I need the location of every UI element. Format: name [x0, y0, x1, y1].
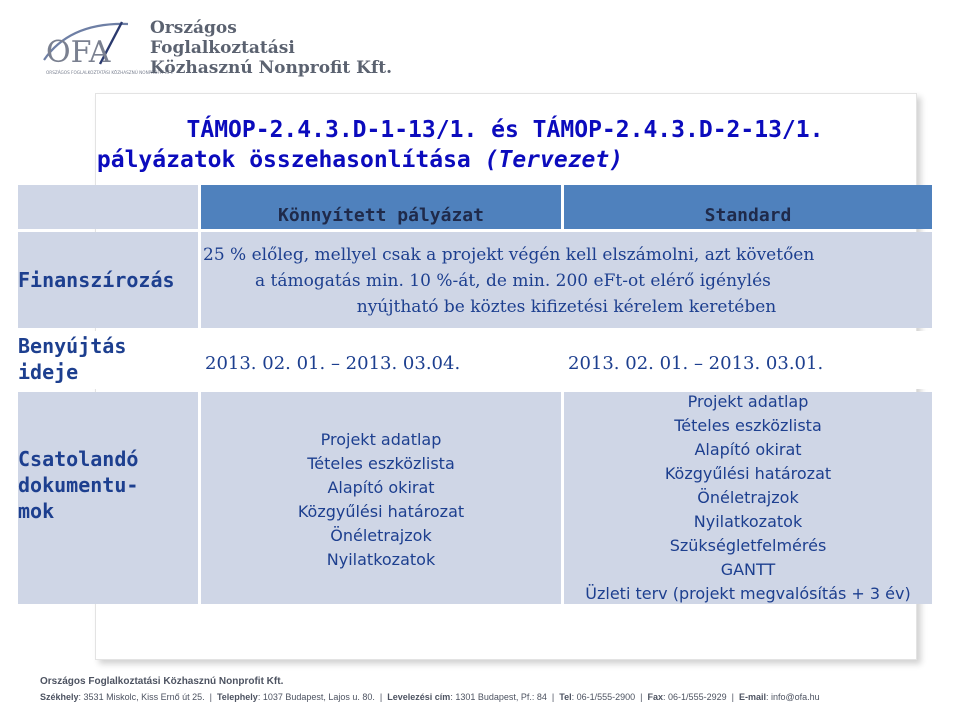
list-item: Projekt adatlap — [320, 430, 442, 449]
footer-label: E-mail — [738, 692, 766, 702]
row-label-financing: Finanszírozás — [18, 232, 198, 328]
submission-simple: 2013. 02. 01. – 2013. 03.04. — [201, 331, 561, 389]
footer-label: Telephely — [216, 692, 258, 702]
footer-label: Tel — [559, 692, 572, 702]
row-label-line: mok — [18, 499, 55, 523]
footer-label: Fax — [647, 692, 664, 702]
list-item: Szükségletfelmérés — [669, 536, 827, 555]
footer-value: 3531 Miskolc, Kiss Ernő út 25. — [83, 692, 205, 702]
documents-simple-list — [201, 392, 561, 604]
svg-text:ORSZÁGOS FOGLALKOZTATÁSI KÖZHA: ORSZÁGOS FOGLALKOZTATÁSI KÖZHASZNÚ NONPROFIT KFT. — [46, 70, 174, 75]
list-item: Alapító okirat — [694, 440, 802, 459]
org-name-line: Közhasznú Nonprofit Kft. — [150, 58, 393, 78]
column-header-standard: Standard — [564, 185, 932, 229]
org-name-line: Foglalkoztatási — [150, 38, 295, 58]
documents-standard-list — [564, 392, 932, 604]
title-line-2 — [0, 145, 770, 175]
slide-title — [95, 115, 915, 175]
svg-text:OFA: OFA — [46, 35, 111, 70]
financing-line: 25 % előleg, mellyel csak a projekt végén kell elszámolni, azt követően — [203, 245, 815, 265]
title-line-1: TÁMOP-2.4.3.D-1-13/1. és TÁMOP-2.4.3.D-2-13/1. — [186, 117, 824, 143]
footer-org-name: Országos Foglalkoztatási Közhasznú Nonprofit Kft. — [40, 676, 284, 687]
title-main: pályázatok összehasonlítása — [96, 147, 471, 173]
row-label-line: Csatolandó — [18, 447, 139, 471]
ofa-logo — [40, 14, 174, 84]
row-label-line: Benyújtás — [18, 334, 127, 358]
org-name — [150, 18, 392, 78]
submission-standard: 2013. 02. 01. – 2013. 03.01. — [564, 331, 932, 389]
list-item: Nyilatkozatok — [326, 550, 436, 569]
footer-value: 06-1/555-2929 — [668, 692, 727, 702]
footer-contacts: Székhely: 3531 Miskolc, Kiss Ernő út 25. | Telephely: 1037 Budapest, Lajos u. 80. | Levelezési cím: 1301 Budapest, Pf.: 84 | Tel: 06-1/555-2900 | Fax: 06-1/555-2929 | E-mail: info@ofa.hu — [40, 692, 820, 702]
list-item: Önéletrajzok — [697, 488, 799, 507]
list-item: Közgyűlési határozat — [664, 464, 832, 483]
footer-value: 06-1/555-2900 — [576, 692, 636, 702]
list-item: Tételes eszközlista — [674, 416, 822, 435]
list-item: Közgyűlési határozat — [297, 502, 465, 521]
ofa-logo-icon — [40, 14, 174, 84]
footer-label: Levelezési cím — [387, 692, 451, 702]
list-item: Tételes eszközlista — [307, 454, 455, 473]
list-item: Üzleti terv (projekt megvalósítás + 3 év) — [585, 584, 911, 603]
row-label-submission — [18, 331, 198, 389]
list-item: Önéletrajzok — [330, 526, 432, 545]
list-item: GANTT — [720, 560, 776, 579]
financing-text — [201, 232, 932, 328]
footer-label: Székhely — [40, 692, 79, 702]
footer-value: 1037 Budapest, Lajos u. 80. — [262, 692, 375, 702]
list-item: Nyilatkozatok — [693, 512, 803, 531]
corner-cell — [18, 185, 198, 229]
column-header-simple: Könnyített pályázat — [201, 185, 561, 229]
row-label-documents — [18, 392, 198, 604]
row-label-line: ideje — [18, 360, 79, 384]
list-item: Projekt adatlap — [687, 392, 809, 411]
financing-line: a támogatás min. 10 %-át, de min. 200 eFt-ot elérő igénylés — [255, 271, 771, 291]
footer-value: 1301 Budapest, Pf.: 84 — [455, 692, 547, 702]
footer-value: info@ofa.hu — [770, 692, 820, 702]
title-note: (Tervezet) — [484, 147, 624, 173]
org-name-line: Országos — [150, 18, 237, 38]
financing-line: nyújtható be köztes kifizetési kérelem keretében — [356, 297, 777, 317]
list-item: Alapító okirat — [327, 478, 435, 497]
row-label-line: dokumentu- — [18, 473, 139, 497]
